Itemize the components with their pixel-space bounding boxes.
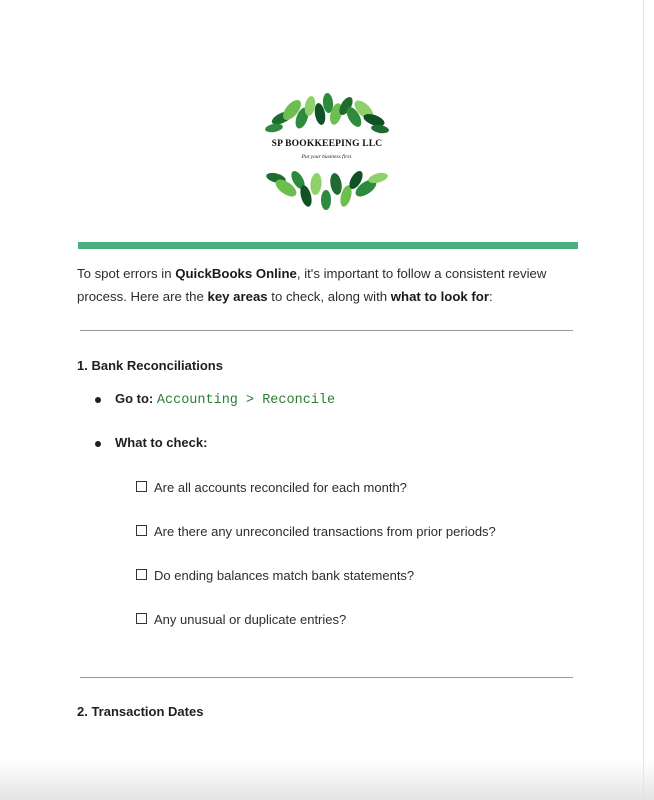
goto-label: Go to: <box>115 391 154 406</box>
checkbox[interactable] <box>136 525 147 536</box>
checkbox[interactable] <box>136 613 147 624</box>
intro-text: to check, along with <box>267 289 391 304</box>
section-divider <box>80 330 573 331</box>
intro-bold-product: QuickBooks Online <box>175 266 297 281</box>
logo-company-name: SP BOOKKEEPING LLC <box>271 139 383 149</box>
logo-tagline: Put your business first. <box>301 154 353 160</box>
intro-paragraph <box>77 262 577 308</box>
bullet-dot <box>95 441 101 447</box>
page-bottom-shadow <box>0 760 654 800</box>
checklist-item <box>136 524 496 539</box>
company-logo <box>262 92 392 216</box>
bullet-dot <box>95 397 101 403</box>
checklist-item <box>136 480 407 495</box>
intro-bold-what-to-look-for: what to look for <box>390 289 489 304</box>
what-to-check-label: What to check: <box>115 435 208 450</box>
checkbox[interactable] <box>136 481 147 492</box>
checklist-item-text: Any unusual or duplicate entries? <box>154 612 347 627</box>
intro-text: : <box>488 289 493 304</box>
section-heading: 2. Transaction Dates <box>77 704 204 719</box>
intro-text: To spot errors in <box>77 266 176 281</box>
checklist-item <box>136 568 414 583</box>
accent-divider <box>78 242 578 249</box>
checkbox[interactable] <box>136 569 147 580</box>
checklist-item-text: Are all accounts reconciled for each month? <box>154 480 407 495</box>
section-divider <box>80 677 573 678</box>
section-heading: 1. Bank Reconciliations <box>77 358 223 373</box>
checklist-item-text: Do ending balances match bank statements? <box>154 568 415 583</box>
checklist-item <box>136 612 346 627</box>
goto-path: Accounting > Reconcile <box>156 393 336 408</box>
intro-bold-key-areas: key areas <box>207 289 268 304</box>
intro-text: , it's important to follow a consistent review process. Here are the <box>77 266 547 304</box>
checklist-item-text: Are there any unreconciled transactions from prior periods? <box>154 524 496 539</box>
page-edge <box>643 0 654 800</box>
